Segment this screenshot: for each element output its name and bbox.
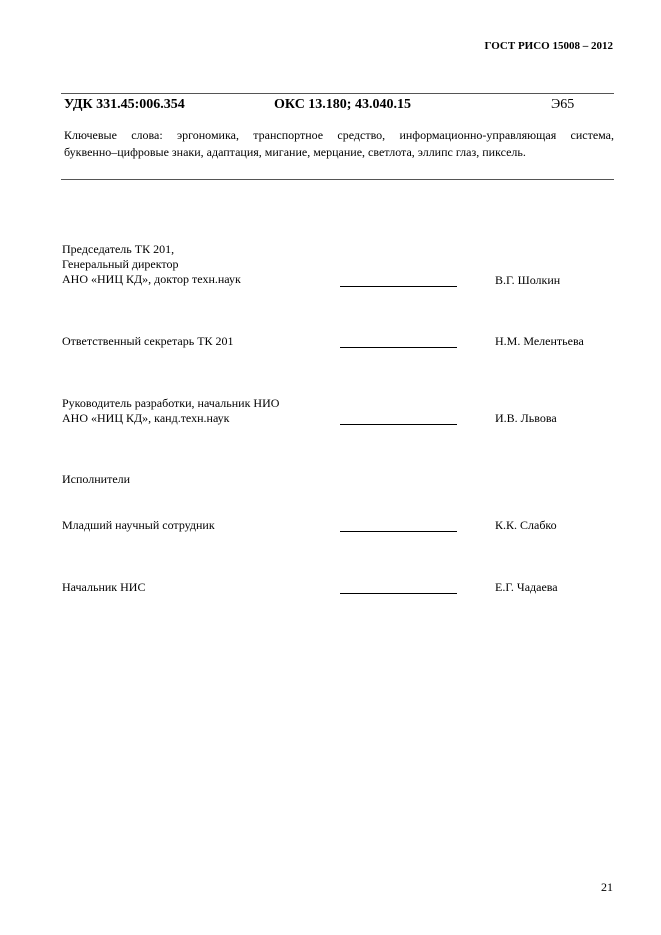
performer-name: Е.Г. Чадаева bbox=[495, 580, 558, 594]
role-line: Ответственный секретарь ТК 201 bbox=[62, 334, 234, 348]
performer-name: К.К. Слабко bbox=[495, 518, 557, 532]
signatory-name: Н.М. Мелентьева bbox=[495, 334, 584, 348]
performer-role bbox=[62, 518, 215, 533]
signature-line bbox=[340, 424, 457, 425]
role-line: Начальник НИС bbox=[62, 580, 146, 594]
signatory-name: И.В. Львова bbox=[495, 411, 557, 425]
page-number: 21 bbox=[601, 880, 613, 894]
role-line: Генеральный директор bbox=[62, 257, 179, 271]
bottom-divider bbox=[61, 179, 614, 180]
role-line: Руководитель разработки, начальник НИО bbox=[62, 396, 280, 410]
performers-heading-text: Исполнители bbox=[62, 472, 131, 486]
keywords-line: Ключевые слова: эргономика, транспортное средство, информационно-управляющая система, bbox=[64, 128, 614, 142]
signatory-role bbox=[62, 334, 234, 349]
top-divider bbox=[61, 93, 614, 94]
signatory-role bbox=[62, 242, 241, 287]
keywords-block bbox=[64, 127, 614, 161]
signature-line bbox=[340, 593, 457, 594]
classification-line bbox=[64, 97, 614, 117]
signature-line bbox=[340, 347, 457, 348]
role-line: АНО «НИЦ КД», канд.техн.наук bbox=[62, 411, 230, 425]
signatory-name: В.Г. Шолкин bbox=[495, 273, 561, 287]
signature-line bbox=[340, 531, 457, 532]
udk-code: УДК 331.45:006.354 bbox=[64, 97, 185, 112]
role-line: АНО «НИЦ КД», доктор техн.наук bbox=[62, 272, 241, 286]
performers-heading bbox=[62, 472, 130, 487]
role-line: Председатель ТК 201, bbox=[62, 242, 175, 256]
keywords-line: буквенно–цифровые знаки, адаптация, мигание, мерцание, светлота, эллипс глаз, пиксель. bbox=[64, 145, 526, 159]
signature-line bbox=[340, 286, 457, 287]
signatory-role bbox=[62, 396, 279, 426]
role-line: Младший научный сотрудник bbox=[62, 518, 215, 532]
group-code: Э65 bbox=[551, 97, 575, 112]
oks-code: ОКС 13.180; 43.040.15 bbox=[274, 97, 411, 112]
performer-role bbox=[62, 580, 145, 595]
document-code: ГОСТ РИСО 15008 – 2012 bbox=[484, 40, 613, 52]
